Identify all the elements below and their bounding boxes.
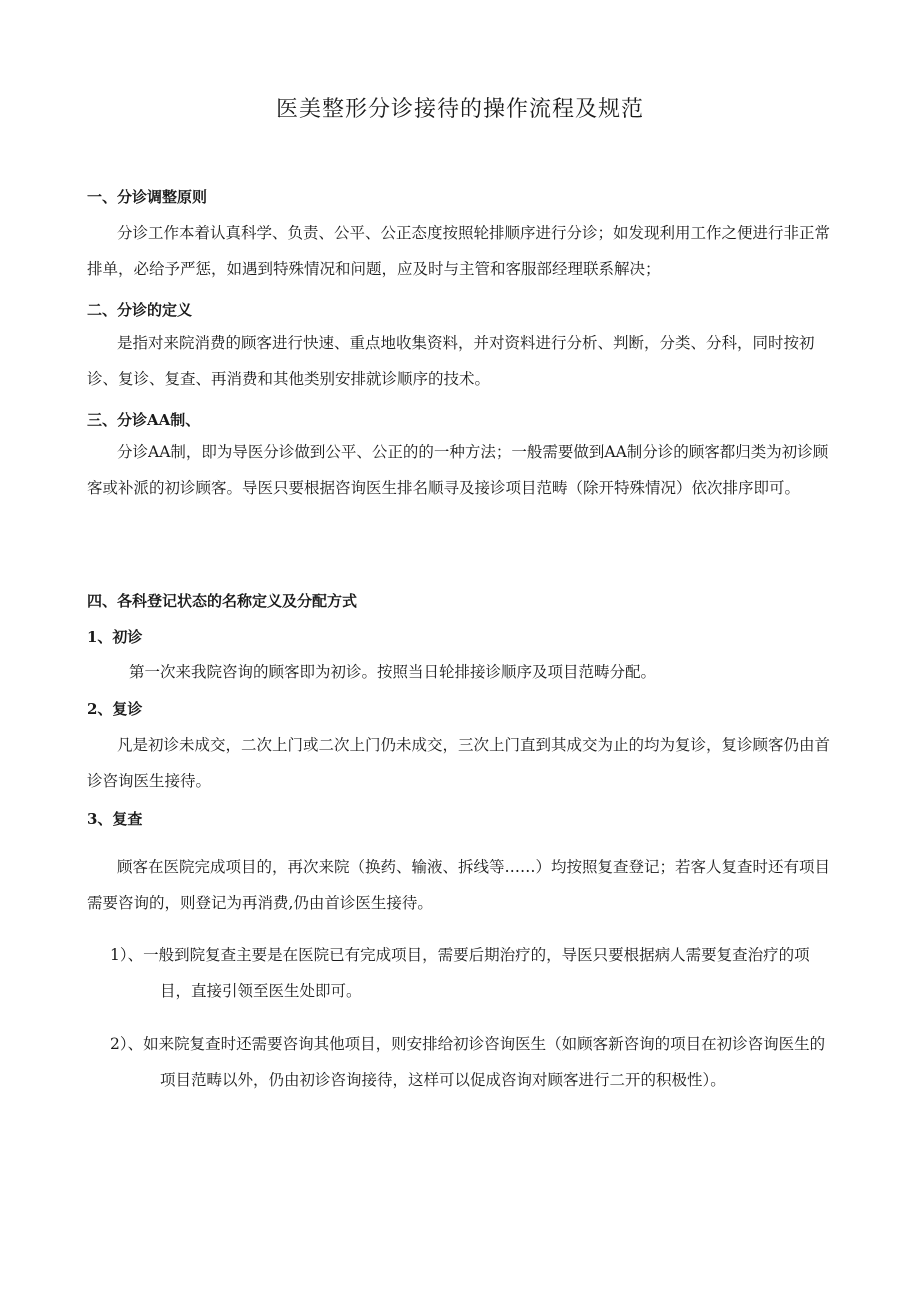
section-2-heading: 二、分诊的定义	[87, 301, 193, 319]
section-2-text: 是指对来院消费的顾客进行快速、重点地收集资料，并对资料进行分析、判断，分类、分科，同时按初诊、复诊、复查、再消费和其他类别安排就诊顺序的技术。	[87, 334, 815, 388]
section-4-heading: 四、各科登记状态的名称定义及分配方式	[87, 592, 358, 610]
subsection-1-heading: 1、初诊	[87, 628, 143, 646]
section-3-heading: 三、分诊AA制、	[87, 411, 201, 429]
section-3-text: 分诊AA制，即为导医分诊做到公平、公正的的一种方法；一般需要做到AA制分诊的顾客都归类为初诊顾客或补派的初诊顾客。导医只要根据咨询医生排名顺寻及接诊项目范畴（除开特殊情况）依次排序即可。	[87, 443, 829, 497]
section-1-heading: 一、分诊调整原则	[87, 188, 208, 206]
subsection-2-heading: 2、复诊	[87, 700, 143, 718]
list-item-2: 2）、如来院复查时还需要咨询其他项目，则安排给初诊咨询医生（如顾客新咨询的项目在初诊咨询医生的项目范畴以外，仍由初诊咨询接待，这样可以促成咨询对顾客进行二开的积极性）。	[110, 1035, 826, 1089]
subsection-1-text: 第一次来我院咨询的顾客即为初诊。按照当日轮排接诊顺序及项目范畴分配。	[129, 663, 657, 681]
section-1-text: 分诊工作本着认真科学、负责、公平、公正态度按照轮排顺序进行分诊；如发现利用工作之便进行非正常排单，必给予严惩，如遇到特殊情况和问题，应及时与主管和客服部经理联系解决；	[87, 224, 831, 278]
list-item-1: 1）、一般到院复查主要是在医院已有完成项目，需要后期治疗的，导医只要根据病人需要复查治疗的项目，直接引领至医生处即可。	[110, 946, 810, 1000]
subsection-3-heading: 3、复查	[87, 810, 143, 828]
subsection-2-text: 凡是初诊未成交，二次上门或二次上门仍未成交，三次上门直到其成交为止的均为复诊，复诊顾客仍由首诊咨询医生接待。	[87, 736, 831, 790]
page-title: 医美整形分诊接待的操作流程及规范	[275, 97, 644, 122]
subsection-3-text: 顾客在医院完成项目的，再次来院（换药、输液、拆线等……）均按照复查登记；若客人复查时还有项目需要咨询的，则登记为再消费,仍由首诊医生接待。	[87, 858, 831, 912]
